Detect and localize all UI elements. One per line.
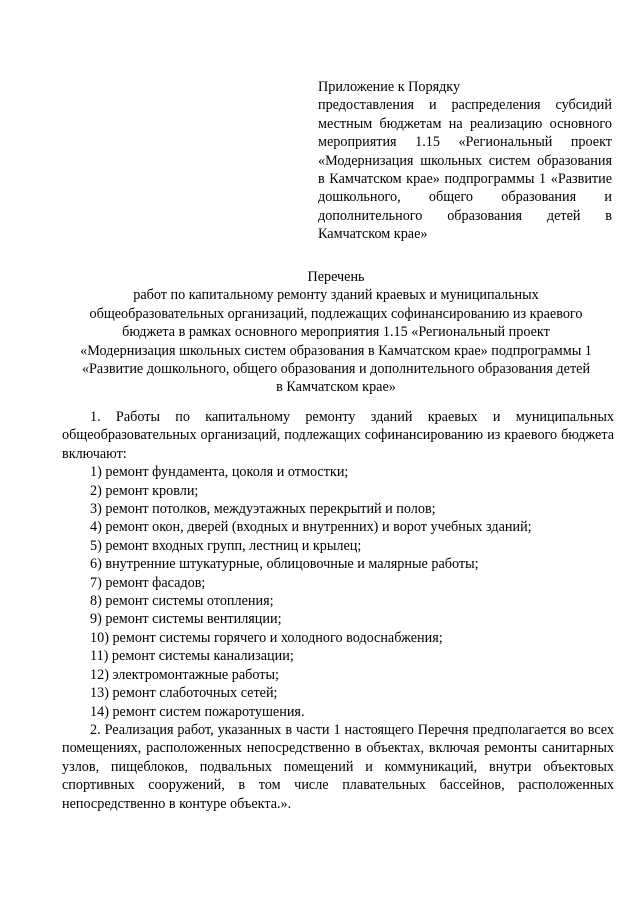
list-item: 1) ремонт фундамента, цоколя и отмостки;: [90, 464, 349, 481]
works-list: [62, 463, 614, 721]
document-title: [58, 268, 614, 397]
title-line: «Модернизация школьных систем образования в Камчатском крае» подпрограммы 1: [80, 342, 592, 359]
list-item: 14) ремонт систем пожаротушения.: [90, 703, 305, 720]
list-item: 13) ремонт слаботочных сетей;: [90, 685, 278, 702]
list-item: 6) внутренние штукатурные, облицовочные и малярные работы;: [90, 556, 479, 573]
list-item: 2) ремонт кровли;: [90, 482, 199, 499]
list-item: 5) ремонт входных групп, лестниц и крылец;: [90, 537, 362, 554]
title-heading: Перечень: [307, 269, 365, 285]
list-item: 4) ремонт окон, дверей (входных и внутренних) и ворот учебных зданий;: [90, 519, 532, 536]
list-item: 10) ремонт системы горячего и холодного водоснабжения;: [90, 629, 443, 646]
title-line: общеобразовательных организаций, подлежащих софинансированию из краевого: [89, 305, 583, 322]
list-item: 7) ремонт фасадов;: [90, 574, 206, 591]
title-line: «Развитие дошкольного, общего образования и дополнительного образования детей: [81, 361, 591, 378]
list-item: 12) электромонтажные работы;: [90, 666, 279, 683]
list-item: 9) ремонт системы вентиляции;: [90, 611, 282, 628]
document-body: [62, 408, 614, 813]
title-line: бюджета в рамках основного мероприятия 1.15 «Региональный проект: [122, 324, 550, 341]
list-item: 8) ремонт системы отопления;: [90, 593, 274, 610]
title-line: в Камчатском крае»: [276, 379, 396, 396]
title-line: работ по капитальному ремонту зданий краевых и муниципальных: [133, 287, 539, 304]
paragraph-2: 2. Реализация работ, указанных в части 1 настоящего Перечня предполагается во всех помещениях, расположенных непосредственно в объектах, включая ремонты санитарных узлов, пищеблоков, подвальных помещений и коммуникаций, внутри объектовых спортивных сооружений, в том числе плавательных бассейнов, расположенных непосредственно в контуре объекта.».: [62, 721, 614, 812]
appendix-note: [318, 78, 612, 244]
paragraph-1: 1. Работы по капитальному ремонту зданий краевых и муниципальных общеобразовательных организаций, подлежащих софинансированию из краевого бюджета включают:: [62, 409, 614, 462]
list-item: 11) ремонт системы канализации;: [90, 648, 294, 665]
appendix-text: предоставления и распределения субсидий местным бюджетам на реализацию основного мероприятия 1.15 «Региональный проект «Модернизация школьных систем образования в Камчатском крае» подпрограммы 1 «Развитие дошкольного, общего образования и дополнительного образования детей в Камчатском крае»: [318, 97, 612, 243]
appendix-heading: Приложение к Порядку: [318, 79, 461, 95]
list-item: 3) ремонт потолков, междуэтажных перекрытий и полов;: [90, 501, 436, 518]
